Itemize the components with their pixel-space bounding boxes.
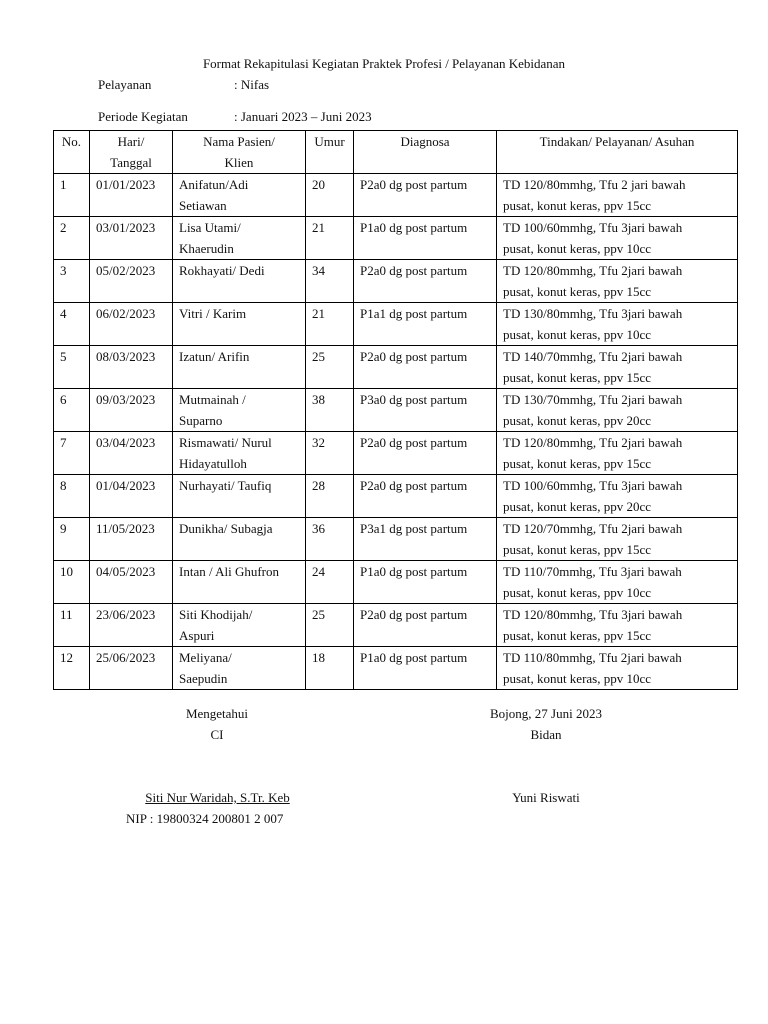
cell-patient: Meliyana/ Saepudin: [173, 647, 306, 690]
cell-no: 7: [54, 432, 90, 475]
ci-name: Siti Nur Waridah, S.Tr. Keb: [145, 790, 290, 805]
cell-no: 2: [54, 217, 90, 260]
cell-date: 04/05/2023: [90, 561, 173, 604]
cell-no: 1: [54, 174, 90, 217]
cell-diagnosis: P1a1 dg post partum: [354, 303, 497, 346]
acknowledged-label: Mengetahui: [185, 706, 249, 721]
cell-no: 8: [54, 475, 90, 518]
cell-age: 25: [306, 604, 354, 647]
cell-date: 01/01/2023: [90, 174, 173, 217]
cell-no: 5: [54, 346, 90, 389]
service-value: : Nifas: [234, 77, 270, 92]
cell-action: TD 120/80mmhg, Tfu 2 jari bawah pusat, konut keras, ppv 15cc: [497, 174, 738, 217]
cell-action: TD 120/80mmhg, Tfu 2jari bawah pusat, konut keras, ppv 15cc: [497, 432, 738, 475]
header-action: Tindakan/ Pelayanan/ Asuhan: [497, 131, 738, 174]
cell-diagnosis: P3a1 dg post partum: [354, 518, 497, 561]
cell-diagnosis: P1a0 dg post partum: [354, 217, 497, 260]
cell-age: 36: [306, 518, 354, 561]
cell-action: TD 140/70mmhg, Tfu 2jari bawah pusat, konut keras, ppv 15cc: [497, 346, 738, 389]
header-no: No.: [54, 131, 90, 174]
cell-no: 10: [54, 561, 90, 604]
cell-age: 38: [306, 389, 354, 432]
cell-age: 34: [306, 260, 354, 303]
cell-action: TD 110/80mmhg, Tfu 2jari bawah pusat, konut keras, ppv 10cc: [497, 647, 738, 690]
cell-date: 11/05/2023: [90, 518, 173, 561]
table-row: [54, 475, 738, 518]
header-diagnosis: Diagnosa: [354, 131, 497, 174]
cell-diagnosis: P1a0 dg post partum: [354, 561, 497, 604]
table-row: [54, 389, 738, 432]
cell-date: 05/02/2023: [90, 260, 173, 303]
cell-diagnosis: P2a0 dg post partum: [354, 260, 497, 303]
midwife-name: Yuni Riswati: [512, 790, 580, 805]
cell-diagnosis: P3a0 dg post partum: [354, 389, 497, 432]
cell-age: 21: [306, 217, 354, 260]
table-row: [54, 647, 738, 690]
table-header-row: [54, 131, 738, 174]
cell-age: 28: [306, 475, 354, 518]
cell-diagnosis: P2a0 dg post partum: [354, 475, 497, 518]
cell-patient: Dunikha/ Subagja: [173, 518, 306, 561]
table-row: [54, 604, 738, 647]
midwife-label: Bidan: [530, 727, 562, 742]
table-row: [54, 518, 738, 561]
cell-no: 6: [54, 389, 90, 432]
document-title: Format Rekapitulasi Kegiatan Praktek Profesi / Pelayanan Kebidanan: [202, 56, 566, 71]
cell-diagnosis: P2a0 dg post partum: [354, 432, 497, 475]
recap-table: [53, 130, 738, 690]
table-row: [54, 303, 738, 346]
service-label: Pelayanan: [98, 77, 152, 92]
cell-no: 9: [54, 518, 90, 561]
cell-action: TD 100/60mmhg, Tfu 3jari bawah pusat, konut keras, ppv 10cc: [497, 217, 738, 260]
table-row: [54, 432, 738, 475]
cell-no: 4: [54, 303, 90, 346]
cell-patient: Mutmainah / Suparno: [173, 389, 306, 432]
table-row: [54, 346, 738, 389]
cell-patient: Izatun/ Arifin: [173, 346, 306, 389]
cell-action: TD 120/80mmhg, Tfu 2jari bawah pusat, konut keras, ppv 15cc: [497, 260, 738, 303]
cell-date: 01/04/2023: [90, 475, 173, 518]
cell-age: 32: [306, 432, 354, 475]
period-label: Periode Kegiatan: [98, 109, 188, 124]
period-value: : Januari 2023 – Juni 2023: [234, 109, 372, 124]
cell-patient: Rismawati/ Nurul Hidayatulloh: [173, 432, 306, 475]
cell-action: TD 120/80mmhg, Tfu 3jari bawah pusat, konut keras, ppv 15cc: [497, 604, 738, 647]
cell-age: 18: [306, 647, 354, 690]
table-row: [54, 217, 738, 260]
cell-patient: Anifatun/Adi Setiawan: [173, 174, 306, 217]
cell-patient: Rokhayati/ Dedi: [173, 260, 306, 303]
service-row: [98, 77, 269, 93]
table-row: [54, 174, 738, 217]
cell-date: 23/06/2023: [90, 604, 173, 647]
period-row: [98, 109, 372, 125]
table-row: [54, 561, 738, 604]
cell-action: TD 100/60mmhg, Tfu 3jari bawah pusat, konut keras, ppv 20cc: [497, 475, 738, 518]
cell-diagnosis: P2a0 dg post partum: [354, 174, 497, 217]
header-date: Hari/ Tanggal: [90, 131, 173, 174]
cell-patient: Intan / Ali Ghufron: [173, 561, 306, 604]
cell-age: 24: [306, 561, 354, 604]
cell-age: 25: [306, 346, 354, 389]
header-patient: Nama Pasien/ Klien: [173, 131, 306, 174]
cell-age: 20: [306, 174, 354, 217]
cell-action: TD 130/80mmhg, Tfu 3jari bawah pusat, konut keras, ppv 10cc: [497, 303, 738, 346]
cell-patient: Lisa Utami/ Khaerudin: [173, 217, 306, 260]
cell-action: TD 130/70mmhg, Tfu 2jari bawah pusat, konut keras, ppv 20cc: [497, 389, 738, 432]
place-date: Bojong, 27 Juni 2023: [490, 706, 602, 721]
cell-date: 03/04/2023: [90, 432, 173, 475]
cell-diagnosis: P2a0 dg post partum: [354, 346, 497, 389]
ci-label: CI: [210, 727, 224, 742]
cell-date: 25/06/2023: [90, 647, 173, 690]
cell-diagnosis: P2a0 dg post partum: [354, 604, 497, 647]
cell-no: 11: [54, 604, 90, 647]
cell-diagnosis: P1a0 dg post partum: [354, 647, 497, 690]
table-row: [54, 260, 738, 303]
cell-patient: Siti Khodijah/ Aspuri: [173, 604, 306, 647]
cell-date: 03/01/2023: [90, 217, 173, 260]
cell-date: 06/02/2023: [90, 303, 173, 346]
cell-no: 12: [54, 647, 90, 690]
cell-no: 3: [54, 260, 90, 303]
ci-nip: NIP : 19800324 200801 2 007: [126, 811, 284, 826]
cell-patient: Vitri / Karim: [173, 303, 306, 346]
cell-action: TD 120/70mmhg, Tfu 2jari bawah pusat, konut keras, ppv 15cc: [497, 518, 738, 561]
header-age: Umur: [306, 131, 354, 174]
cell-date: 08/03/2023: [90, 346, 173, 389]
cell-action: TD 110/70mmhg, Tfu 3jari bawah pusat, konut keras, ppv 10cc: [497, 561, 738, 604]
cell-patient: Nurhayati/ Taufiq: [173, 475, 306, 518]
cell-age: 21: [306, 303, 354, 346]
cell-date: 09/03/2023: [90, 389, 173, 432]
